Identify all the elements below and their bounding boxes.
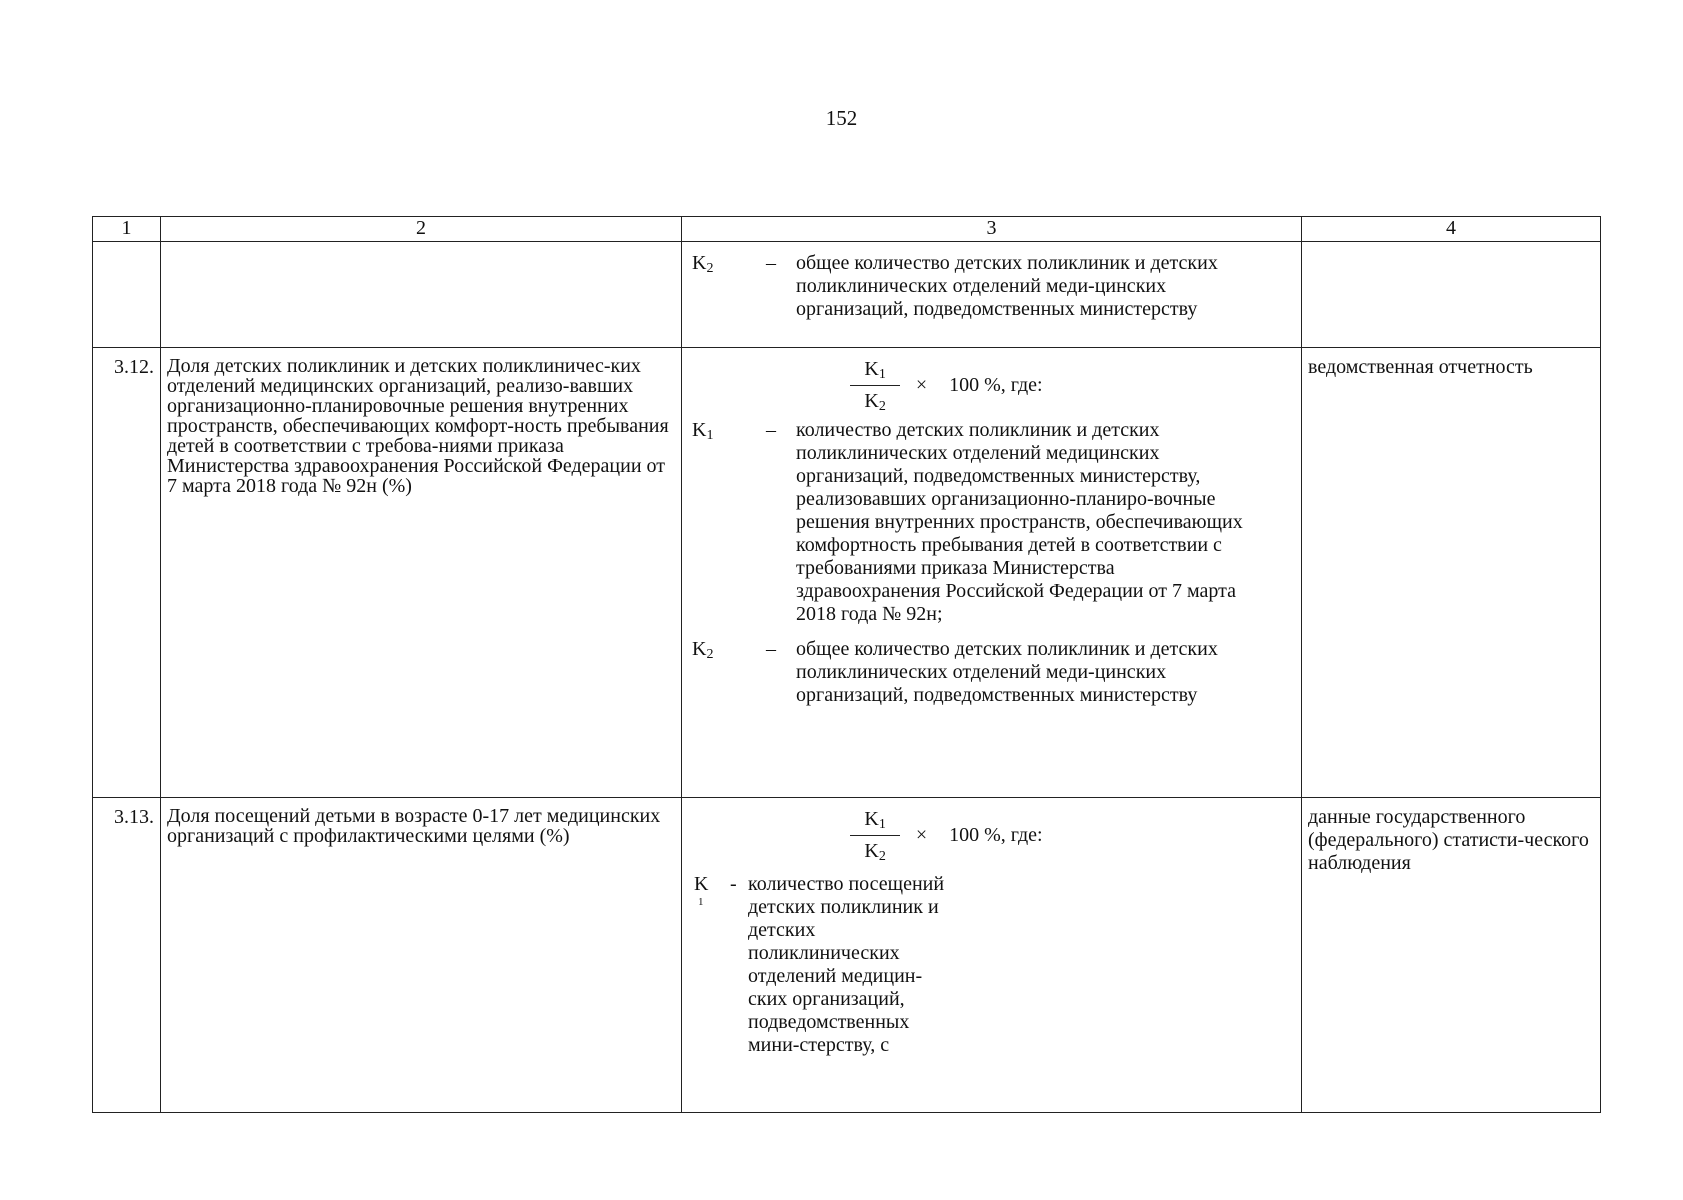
variable-definition — [682, 252, 1301, 321]
definition-text: количество детских поликлиник и детских поликлинических отделений медицинских организаций, подведомственных министерству, реализовавших организационно-планиро-вочные решения внутренних пространств, обеспечивающих комфортность пребывания детей в соответствии с требованиями приказа Министерства здравоохранения Российской Федерации от 7 марта 2018 года № 92н; — [796, 419, 1243, 625]
variable-symbol: $K_1$ — [692, 419, 714, 443]
formula-tail: 100 %, где: — [949, 824, 1043, 846]
page-number: 152 — [825, 106, 858, 130]
header-col-4: 4 — [1302, 217, 1601, 242]
fraction-denominator: $K_2$ — [864, 840, 886, 864]
header-col-2: 2 — [161, 217, 682, 242]
variable-symbol: K 1 — [694, 873, 709, 908]
formula-cell — [682, 348, 1302, 798]
definition-dash: – — [766, 252, 776, 274]
variable-definition — [682, 638, 1301, 707]
fraction-numerator: $K_1$ — [850, 808, 899, 836]
table-row — [93, 242, 1601, 348]
data-source — [1302, 242, 1601, 348]
table-row — [93, 348, 1601, 798]
row-number — [93, 242, 161, 348]
indicator-name — [161, 242, 682, 348]
indicator-table — [92, 216, 1601, 1113]
definition-dash: – — [766, 419, 776, 441]
fraction-denominator: $K_2$ — [864, 390, 886, 414]
indicator-name: Доля посещений детьми в возрасте 0-17 лет медицинских организаций с профилактическими целями (%) — [161, 798, 682, 1113]
header-col-1: 1 — [93, 217, 161, 242]
fraction — [850, 808, 899, 863]
data-source: данные государственного (федерального) статисти-ческого наблюдения — [1302, 798, 1601, 1113]
multiply-sign: × — [915, 824, 928, 846]
fraction-numerator: $K_1$ — [850, 358, 899, 386]
variable-definition — [682, 419, 1301, 626]
formula — [682, 358, 1301, 413]
definition-dash: - — [730, 873, 737, 895]
variable-symbol: $K_2$ — [692, 252, 714, 276]
multiply-sign: × — [915, 374, 928, 396]
definition-dash: – — [766, 638, 776, 660]
header-col-3: 3 — [682, 217, 1302, 242]
formula-cell — [682, 242, 1302, 348]
definition-text: общее количество детских поликлиник и детских поликлинических отделений меди-цинских организаций, подведомственных министерству — [796, 638, 1218, 706]
formula-cell — [682, 798, 1302, 1113]
variable-definition — [682, 873, 1301, 1057]
formula-tail: 100 %, где: — [949, 374, 1043, 396]
table-header-row — [93, 217, 1601, 242]
table-row — [93, 798, 1601, 1113]
variable-symbol: $K_2$ — [692, 638, 714, 662]
indicator-name: Доля детских поликлиник и детских поликлиничес-ких отделений медицинских организаций, реализо-вавших организационно-планировочные решения внутренних пространств, обеспечивающих комфорт-ность пребывания детей в соответствии с требова-ниями приказа Министерства здравоохранения Российской Федерации от 7 марта 2018 года № 92н (%) — [161, 348, 682, 798]
fraction — [850, 358, 899, 413]
definition-text: общее количество детских поликлиник и детских поликлинических отделений меди-цинских организаций, подведомственных министерству — [796, 252, 1218, 320]
formula — [682, 808, 1301, 863]
definition-text: количество посещений детских поликлиник и детских поликлинических отделений медицин-ских организаций, подведомственных мини-стерству, с — [748, 873, 945, 1056]
data-source: ведомственная отчетность — [1302, 348, 1601, 798]
row-number: 3.13. — [93, 798, 161, 1113]
row-number: 3.12. — [93, 348, 161, 798]
